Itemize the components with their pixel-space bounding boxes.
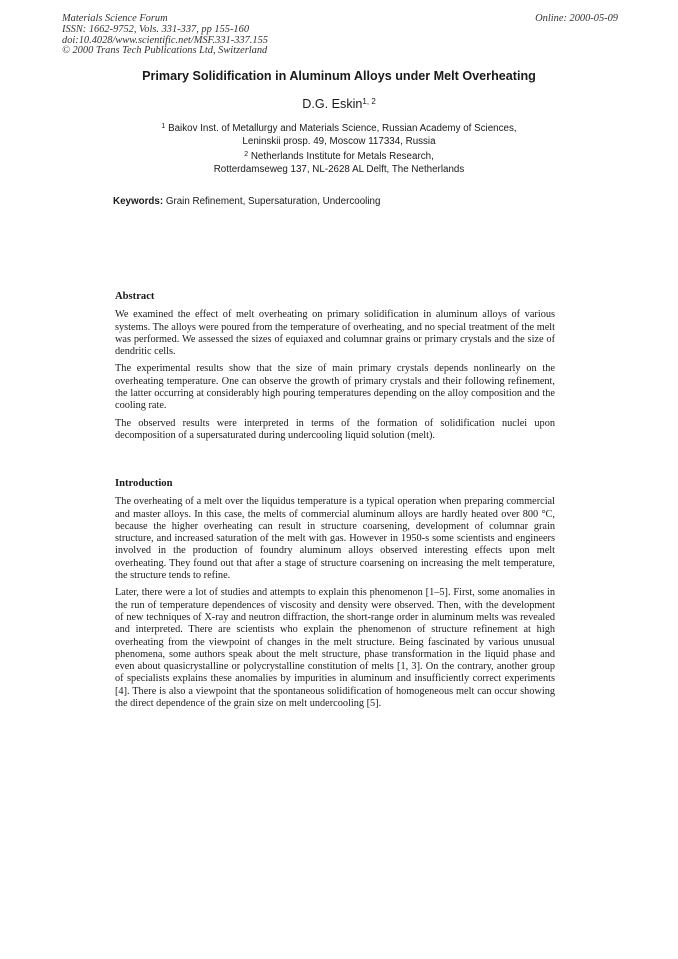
keywords-text: Grain Refinement, Supersaturation, Undercooling: [165, 196, 381, 207]
journal-name: Materials Science Forum: [62, 13, 168, 24]
abstract-paragraph: We examined the effect of melt overheating on primary solidification in aluminum alloys of various systems. The alloys were poured from the temperature of overheating, and no special treatment of the melt was performed. We assessed the sizes of equiaxed and columnar grains or primary crystals and the size of dendritic cells.: [115, 309, 555, 358]
journal-doi[interactable]: doi:10.4028/www.scientific.net/MSF.331-337.155: [62, 34, 268, 46]
journal-info: [62, 14, 268, 57]
introduction-paragraph: The overheating of a melt over the liquidus temperature is a typical operation when preparing commercial and master alloys. In this case, the melts of commercial aluminum alloys are hardly heated over 800 °C, because the higher overheating can result in structure coarsening, development of columnar grain structure, and increased saturation of the melt with gas. However in 1950-s some scientists and engineers involved in the production of foundry aluminum alloys observed interesting effects upon melt overheating. They found out that after a stage of structure coarsening on increasing the melt temperature, the structure tends to refine.: [115, 496, 555, 582]
affiliation-1-mark: 1: [161, 123, 166, 130]
affiliation-2-mark: 2: [244, 151, 249, 158]
online-date: Online: 2000-05-09: [535, 13, 618, 24]
journal-copyright: © 2000 Trans Tech Publications Ltd, Switzerland: [62, 45, 268, 57]
affiliation-1-line-2: Leninskii prosp. 49, Moscow 117334, Russia: [242, 135, 436, 147]
affiliation-1-line-1: Baikov Inst. of Metallurgy and Materials Science, Russian Academy of Sciences,: [168, 123, 517, 134]
author-line: [0, 97, 678, 111]
paper-title: Primary Solidification in Aluminum Alloys under Melt Overheating: [142, 69, 536, 83]
introduction-section: [115, 478, 555, 715]
affiliation-2: [0, 149, 678, 176]
author-affiliation-marks: 1, 2: [362, 97, 376, 106]
introduction-heading: Introduction: [115, 478, 173, 489]
author-name: D.G. Eskin: [302, 97, 363, 111]
affiliation-1: [0, 121, 678, 148]
abstract-heading: Abstract: [115, 291, 155, 302]
keywords-label: Keywords:: [113, 196, 164, 207]
introduction-paragraph: Later, there were a lot of studies and attempts to explain this phenomenon [1–5]. First, some anomalies in the run of temperature dependences of viscosity and density were observed. Then, with the development of new techniques of X-ray and neutron diffraction, the short-range order in aluminum melts was revealed and interpreted. There are scientists who explain the phenomenon of structure refinement at high overheating from the viewpoint of changes in the melt structure. Being fascinated by various unusual phenomena, some authors speak about the melt structure, phase transformation in the liquid phase and even about quasicrystalline or polycrystalline constitution of melts [1, 3]. On the contrary, another group of specialists explains these anomalies by impurities in aluminum and insufficiently correct experiments [4]. There is also a viewpoint that the spontaneous solidification of homogeneous melt can occur showing the direct dependence of the grain size on melt undercooling [5].: [115, 587, 555, 710]
affiliation-2-line-2: Rotterdamseweg 137, NL-2628 AL Delft, The Netherlands: [213, 163, 465, 175]
journal-issn: ISSN: 1662-9752, Vols. 331-337, pp 155-160: [62, 23, 250, 35]
abstract-section: [115, 291, 555, 447]
keywords: [113, 196, 380, 207]
abstract-paragraph: The observed results were interpreted in terms of the formation of solidification nuclei upon decomposition of a supersaturated during undercooling liquid solution (melt).: [115, 417, 555, 441]
abstract-paragraph: The experimental results show that the size of main primary crystals depends nonlinearly on the overheating temperature. One can observe the growth of primary crystals and their following refinement, the latter occurring at considerably high pouring temperatures depending on the alloy composition and the cooling rate.: [115, 363, 555, 412]
affiliation-2-line-1: Netherlands Institute for Metals Research,: [250, 151, 434, 162]
